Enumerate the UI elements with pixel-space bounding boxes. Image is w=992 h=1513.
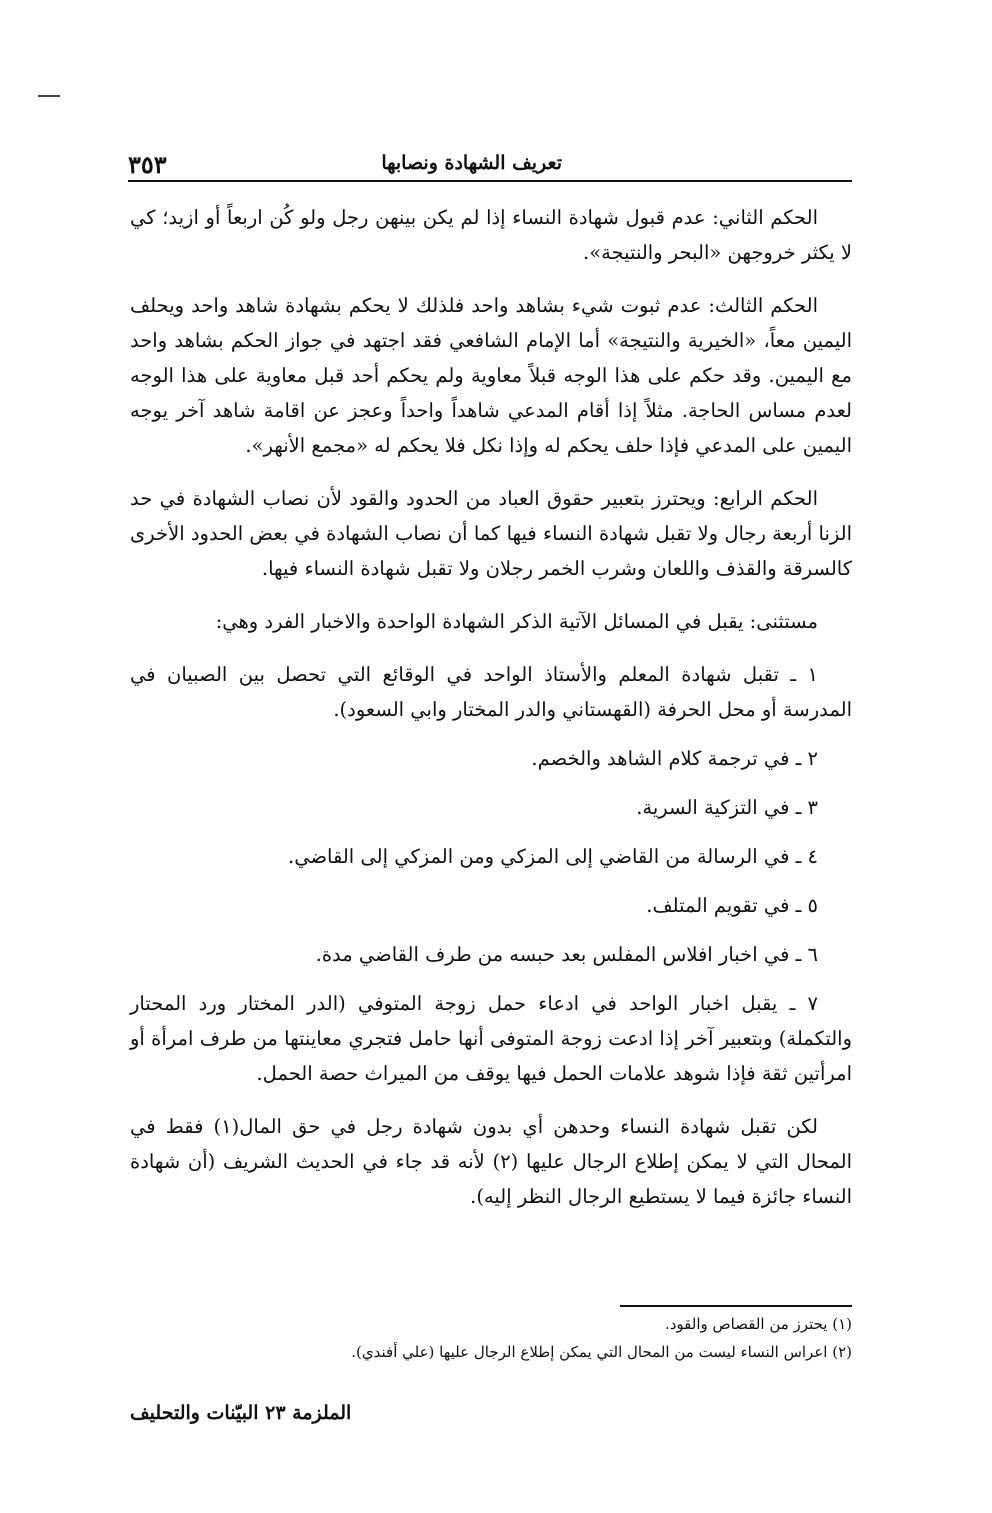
footnote: (١) يحترز من القصاص والقود. <box>664 1315 852 1333</box>
list-item: ٦ ـ في اخبار افلاس المفلس بعد حبسه من طرف القاضي مدة. <box>315 943 818 966</box>
signature-mark: الملزمة ٢٣ البيّنات والتحليف <box>130 1402 352 1424</box>
footnote-rule <box>620 1305 852 1307</box>
paragraph-ruling-4: الحكم الرابع: ويحترز بتعبير حقوق العباد من الحدود والقود لأن نصاب الشهادة في حد الزنا أربعة رجال ولا تقبل شهادة النساء فيها كما أن نصاب الشهادة في بعض الحدود الأخرى كالسرقة والقذف واللعان وشرب الخمر رجلان ولا تقبل شهادة النساء فيها. <box>130 487 852 580</box>
running-title: تعريف الشهادة ونصابها <box>381 152 562 174</box>
page-body <box>130 200 852 1214</box>
footnote: (٢) اعراس النساء ليست من المحال التي يمكن إطلاع الرجال عليها (علي أفندي). <box>351 1343 852 1361</box>
list-item: ١ ـ تقبل شهادة المعلم والأستاذ الواحد في الوقائع التي تحصل بين الصبيان في المدرسة أو محل الحرفة (القهستاني والدر المختار وابي السعود). <box>130 663 852 721</box>
paragraph-exception: مستثنى: يقبل في المسائل الآتية الذكر الشهادة الواحدة والاخبار الفرد وهي: <box>215 610 818 633</box>
list-item: ٥ ـ في تقويم المتلف. <box>646 894 818 917</box>
paragraph-ruling-3: الحكم الثالث: عدم ثبوت شيء بشاهد واحد فلذلك لا يحكم بشهادة شاهد واحد ويحلف اليمين معاً، «الخيرية والنتيجة» أما الإمام الشافعي فقد اجتهد في جواز الحكم بشاهد واحد مع اليمين. وقد حكم على هذا الوجه قبلاً معاوية ولم يحكم أحد قبل معاوية على هذا الوجه لعدم مساس الحاجة. مثلاً إذا أقام المدعي شاهداً واحداً وعجز عن اقامة شاهد آخر يوجه اليمين على المدعي فإذا حلف يحكم له وإذا نكل فلا يحكم له «مجمع الأنهر». <box>130 294 852 457</box>
page-number: ٣٥٣ <box>128 150 167 179</box>
list-item: ٣ ـ في التزكية السرية. <box>636 796 818 819</box>
footnotes <box>130 1310 852 1366</box>
list-item: ٧ ـ يقبل اخبار الواحد في ادعاء حمل زوجة المتوفي (الدر المختار ورد المحتار والتكملة) وبتعبير آخر إذا ادعت زوجة المتوفى أنها حامل فتجري معاينتها من طرف امرأة أو امرأتين ثقة فإذا شوهد علامات الحمل فيها يوقف من الميراث حصة الحمل. <box>130 992 852 1085</box>
page-header <box>128 150 852 180</box>
list-item: ٢ ـ في ترجمة كلام الشاهد والخصم. <box>531 747 818 770</box>
margin-mark <box>38 95 60 97</box>
header-rule <box>128 180 852 182</box>
paragraph-womens-testimony: لكن تقبل شهادة النساء وحدهن أي بدون شهادة رجل في حق المال(١) فقط في المحال التي لا يمكن إطلاع الرجال عليها (٢) لأنه قد جاء في الحديث الشريف (أن شهادة النساء جائزة فيما لا يستطيع الرجال النظر إليه). <box>130 1115 852 1208</box>
list-item: ٤ ـ في الرسالة من القاضي إلى المزكي ومن المزكي إلى القاضي. <box>288 845 818 868</box>
paragraph-ruling-2: الحكم الثاني: عدم قبول شهادة النساء إذا لم يكن بينهن رجل ولو كُن اربعاً أو ازيد؛ كي لا يكثر خروجهن «البحر والنتيجة». <box>130 206 852 264</box>
